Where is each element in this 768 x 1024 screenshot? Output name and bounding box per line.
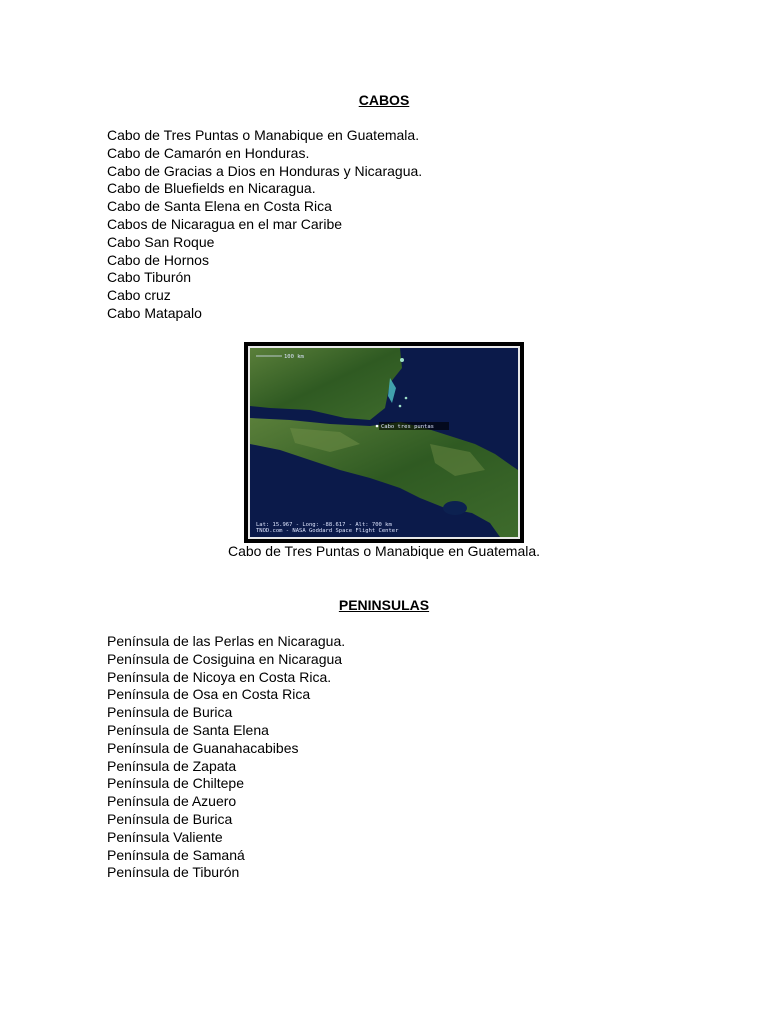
list-item: Península de Burica bbox=[107, 704, 233, 721]
figure-caption: Cabo de Tres Puntas o Manabique en Guatemala. bbox=[227, 543, 541, 559]
list-item: Península de Samaná bbox=[107, 846, 245, 863]
peninsulas-list bbox=[107, 633, 345, 882]
list-item: Cabos de Nicaragua en el mar Caribe bbox=[107, 215, 343, 232]
island bbox=[400, 358, 404, 362]
peninsulas-heading: PENINSULAS bbox=[338, 597, 430, 613]
map-frame bbox=[248, 346, 520, 539]
map-credit: TNOD.com - NASA Goddard Space Flight Center bbox=[256, 528, 399, 534]
list-item: Cabo de Santa Elena en Costa Rica bbox=[107, 198, 332, 215]
satellite-map-figure bbox=[244, 342, 524, 543]
list-item: Cabo de Tres Puntas o Manabique en Guatemala. bbox=[107, 127, 420, 143]
list-item: Cabo de Camarón en Honduras. bbox=[107, 144, 310, 161]
marker-label: Cabo tres puntas bbox=[381, 424, 434, 430]
island bbox=[399, 405, 402, 408]
island bbox=[405, 397, 408, 400]
location-marker-icon bbox=[376, 425, 379, 428]
list-item: Península de Guanahacabibes bbox=[107, 739, 299, 756]
cabos-heading: CABOS bbox=[358, 92, 410, 108]
list-item: Península de Chiltepe bbox=[107, 775, 244, 792]
list-item: Península de Tiburón bbox=[107, 864, 240, 881]
list-item: Península de Zapata bbox=[107, 757, 237, 774]
list-item: Península de Burica bbox=[107, 810, 233, 827]
list-item: Cabo San Roque bbox=[107, 233, 215, 250]
lake bbox=[443, 501, 467, 515]
map-coordinates: Lat: 15.967 - Long: -88.617 - Alt: 700 km bbox=[256, 522, 392, 528]
scale-label: 100 km bbox=[284, 354, 304, 360]
cabos-list bbox=[107, 127, 422, 323]
list-item: Cabo de Gracias a Dios en Honduras y Nicaragua. bbox=[107, 162, 423, 179]
list-item: Cabo de Bluefields en Nicaragua. bbox=[107, 180, 316, 197]
list-item: Península de Nicoya en Costa Rica. bbox=[107, 668, 332, 685]
list-item: Península de las Perlas en Nicaragua. bbox=[107, 633, 346, 649]
list-item: Península de Osa en Costa Rica bbox=[107, 686, 311, 703]
list-item: Península de Santa Elena bbox=[107, 721, 269, 738]
satellite-map bbox=[250, 348, 518, 537]
list-item: Península Valiente bbox=[107, 828, 223, 845]
list-item: Cabo de Hornos bbox=[107, 251, 209, 268]
list-item: Cabo Tiburón bbox=[107, 269, 192, 286]
list-item: Cabo cruz bbox=[107, 287, 171, 304]
list-item: Península de Cosiguina en Nicaragua bbox=[107, 650, 343, 667]
list-item: Cabo Matapalo bbox=[107, 304, 202, 321]
list-item: Península de Azuero bbox=[107, 793, 237, 810]
